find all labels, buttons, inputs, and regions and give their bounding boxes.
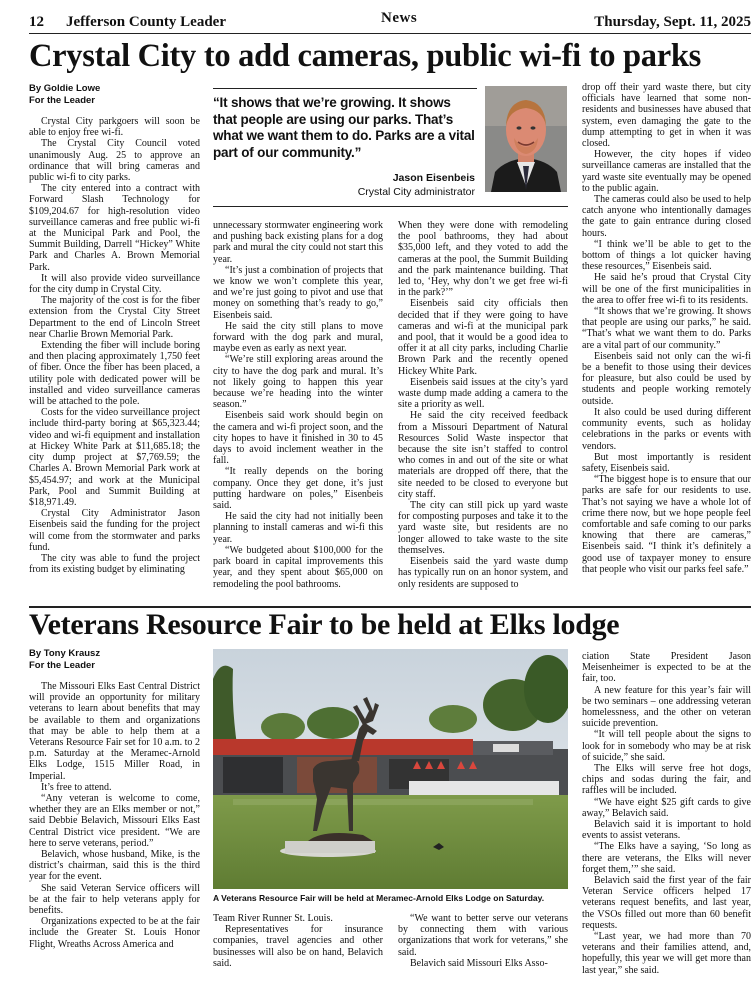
paragraph: He said the city had not initially been planning to install cameras and wi-fi this year.: [213, 511, 383, 545]
paragraph: “It’s just a combination of projects that we know we won’t complete this year, and we’re just going to pivot and use that money on something that’s ready to go,” Eisenbeis said.: [213, 264, 383, 321]
story2-byline: [29, 648, 100, 672]
pullquote-name: Jason Eisenbeis: [392, 172, 475, 184]
pullquote-text: “It shows that we’re growing. It shows that people are using our parks. That’s what we want them to do. Parks are a vital part of our community.”: [213, 95, 475, 160]
paragraph: “The Elks have a saying, ‘So long as there are veterans, the Elks will never forget them,’” she said.: [582, 841, 751, 875]
paragraph: Organizations expected to be at the fair include the Greater St. Louis Honor Flight, Wreaths Across America and: [29, 916, 200, 950]
paragraph: Extending the fiber will include boring and then placing approximately 1,750 feet of fiber. Once the fiber has been placed, a utility pole with dedicated power will be installed and video surveillance cameras will be attached to the pole.: [29, 340, 200, 408]
paragraph: The Elks will serve free hot dogs, chips and sodas during the fair, and raffles will be included.: [582, 763, 751, 797]
paragraph: “We want to better serve our veterans by connecting them with various organizations that work for veterans,” she said.: [398, 913, 568, 958]
story2-byline-name: By Tony Krausz: [29, 648, 101, 659]
story2-column-3: [398, 913, 568, 981]
paragraph: “The biggest hope is to ensure that our parks are safe for our residents to use. That’s not saying we have a whole lot of crime there now, but we hope people feel comfortable and safe coming to our parks knowing that there are cameras,” Eisenbeis said. “I think it’s definitely a good use of taxpayer money to ensure that people who visit our parks feel safe.”: [582, 474, 751, 575]
paragraph: “We’re still exploring areas around the city to have the dog park and mural. It’s not likely going to happen this year because we’re heading into the winter season.”: [213, 354, 383, 411]
paragraph: Costs for the video surveillance project include third-party boring at $65,323.44; video and wi-fi equipment and installation at Hickey White Park at $11,685.18; the city dump project at $7,769.59; the Charles A. Brown Memorial Park work at $5,454.97; and work at the Municipal Park, Pool and Summit Building at $18,971.49.: [29, 407, 200, 508]
paragraph: When they were done with remodeling the pool bathrooms, they had about $35,000 left, and they voted to add the cameras at the pool, the Summit Building and the park maintenance building. That led to, ‘Hey, why don’t we get free wi-fi in the park?’”: [398, 220, 568, 299]
pullquote-title: Crystal City administrator: [357, 186, 475, 198]
paragraph: “It shows that we’re growing. It shows that people are using our parks,” he said. “That’s what we want them to do. Parks are a vital part of our community.”: [582, 306, 751, 351]
paragraph: “It will tell people about the signs to look for in somebody who may be at risk of suicide,” she said.: [582, 729, 751, 763]
story1-headline: Crystal City to add cameras, public wi-fi to parks: [29, 38, 701, 74]
paragraph: Belavich, whose husband, Mike, is the district’s chairman, said this is the third year for the event.: [29, 849, 200, 883]
paragraph: It will also provide video surveillance for the city dump in Crystal City.: [29, 272, 200, 296]
paragraph: “We budgeted about $100,000 for the park board in capital improvements this year, and they spent about $65,000 on remodeling the pool bathrooms.: [213, 544, 383, 590]
headshot-photo: [485, 86, 567, 192]
paragraph: The city entered into a contract with Forward Slash Technology for $109,204.67 for high-resolution video surveillance cameras and free public wi-fi at the Municipal Park and Pool, the Summit Building, Darrell “Hickey” White Park and Charles A. Brown Memorial Park.: [29, 183, 200, 273]
story2-column-4: [582, 651, 751, 981]
paragraph: It’s free to attend.: [41, 781, 112, 793]
paragraph: Eisenbeis said city officials then decided that if they were going to have cameras and wi-fi at the municipal park and pool, that it would be a good idea to offer it at all city parks, including Charlie Brown Park and the recently opened Hickey White Park.: [398, 298, 568, 377]
paragraph: A new feature for this year’s fair will be two seminars – one addressing veteran homelessness, and the other on veteran suicide prevention.: [582, 684, 751, 730]
story1-column-2: [213, 220, 383, 602]
page-number: 12: [29, 14, 44, 30]
paragraph: The Crystal City Council voted unanimously Aug. 25 to approve an ordinance that will bring cameras and public wi-fi to city parks.: [29, 138, 200, 184]
paragraph: ciation State President Jason Meisenheimer is expected to be at the fair, too.: [582, 651, 751, 685]
story1-byline: [29, 83, 100, 107]
paragraph: Team River Runner St. Louis.: [213, 913, 333, 924]
pullquote-bottom-rule: [213, 206, 568, 207]
story1-byline-org: For the Leader: [29, 95, 95, 106]
page-header: [29, 12, 751, 34]
paragraph: Eisenbeis said the yard waste dump has typically run on an honor system, and only residents are supposed to: [398, 556, 568, 590]
story1-byline-name: By Goldie Lowe: [29, 83, 101, 94]
paragraph: Representatives for insurance companies, travel agencies and other businesses will also be on hand, Belavich said.: [213, 924, 383, 969]
paragraph: Crystal City Administrator Jason Eisenbeis said the funding for the project will come from the stormwater and parks fund.: [29, 508, 200, 553]
paragraph: Eisenbeis said work should begin on the camera and wi-fi project soon, and the city hopes to have it finished in 30 to 45 days to avoid inclement weather in the fall.: [213, 410, 383, 467]
paragraph: She said Veteran Service officers will be at the fair to help veterans apply for benefits.: [29, 882, 200, 917]
paragraph: It also could be used during different community events, such as holiday celebrations in the parks or events with vendors.: [582, 406, 751, 452]
paragraph: Eisenbeis said not only can the wi-fi be a benefit to those using their devices for pleasure, but also could be used by students and people working remotely outside.: [582, 350, 751, 407]
paragraph: The city was able to fund the project from its existing budget by eliminating: [29, 552, 200, 576]
photo-caption: A Veterans Resource Fair will be held at Meramec-Arnold Elks Lodge on Saturday.: [213, 893, 545, 903]
paragraph: drop off their yard waste there, but city officials have learned that some non-residents and businesses have abused that system, even damaging the gate to the dump attempting to get in when it was closed.: [582, 82, 751, 150]
elks-lodge-photo: [213, 649, 568, 889]
paragraph: “Any veteran is welcome to come, whether they are an Elks member or not,” said Debbie Belavich, Missouri Elks East Central District vice president. “We are here to serve veterans, period.”: [29, 793, 200, 849]
paragraph: Crystal City parkgoers will soon be able to enjoy free wi-fi.: [29, 116, 200, 139]
story2-column-1: [29, 681, 200, 981]
story2-headline: Veterans Resource Fair to be held at Elks lodge: [29, 608, 620, 641]
section-label: News: [381, 10, 418, 26]
paragraph: The cameras could also be used to help catch anyone who intentionally damages the gate to gain entrance during closed hours.: [582, 194, 751, 239]
publication-name: Jefferson County Leader: [66, 14, 226, 30]
story1-column-4: [582, 82, 751, 602]
pullquote-top-rule: [213, 88, 477, 89]
paragraph: He said the city received feedback from a Missouri Department of Natural Resources Solid Waste inspector that because the site isn’t staffed to control who comes in and out of the site or what materials are dropped off there, that the site needed to be closed to everyone but city staff.: [398, 410, 568, 500]
story1-column-3: [398, 220, 568, 602]
paragraph: The city can still pick up yard waste for composting purposes and take it to the yard waste site, but residents are no longer allowed to take waste to the site themselves.: [398, 500, 568, 556]
paragraph: Belavich said Missouri Elks Asso-: [410, 957, 548, 969]
paragraph: Belavich said it is important to hold events to assist veterans.: [582, 819, 751, 842]
paragraph: However, the city hopes if video surveillance cameras are installed that the yard waste site eventually may be opened to the public again.: [582, 149, 751, 194]
paragraph: unnecessary stormwater engineering work and pushing back existing plans for a dog park and mural the city could not start this year.: [213, 220, 383, 265]
paragraph: “We have eight $25 gift cards to give away,” Belavich said.: [582, 796, 751, 819]
story2-column-2: [213, 913, 383, 981]
paragraph: “It really depends on the boring company. Once they get done, it’s just putting hardware on poles,” Eisenbeis said.: [213, 466, 383, 512]
paragraph: He said the city still plans to move forward with the dog park and mural, maybe even as early as next year.: [213, 320, 383, 355]
story1-column-1: [29, 116, 200, 604]
issue-date: Thursday, Sept. 11, 2025: [594, 14, 751, 30]
paragraph: “Last year, we had more than 70 veterans and their families attend, and, hopefully, this year we will get more than last year,” she said.: [582, 931, 751, 976]
paragraph: But most importantly is resident safety, Eisenbeis said.: [582, 451, 751, 474]
paragraph: The majority of the cost is for the fiber extension from the Crystal City Street Department to the end of Lincoln Street near Charlie Brown Memorial Park.: [29, 295, 200, 340]
paragraph: “I think we’ll be able to get to the bottom of things a lot quicker having these resources,” Eisenbeis said.: [582, 238, 751, 273]
story2-byline-org: For the Leader: [29, 660, 95, 671]
paragraph: Eisenbeis said issues at the city’s yard waste dump made adding a camera to the site a priority as well.: [398, 376, 568, 411]
paragraph: He said he’s proud that Crystal City will be one of the first municipalities in the area to offer free wi-fi to its residents.: [582, 272, 751, 306]
paragraph: Belavich said the first year of the fair Veteran Service officers helped 17 veterans request benefits, and last year, the VSOs filled out more than 60 benefit requests.: [582, 875, 751, 931]
paragraph: The Missouri Elks East Central District will provide an opportunity for military veterans to learn about benefits that may be available to them and organizations that may be able to help them at a Veterans Resource Fair set for 10 a.m. to 2 p.m. Saturday at the Meramec-Arnold Elks Lodge, 1515 Miller Road, in Imperial.: [29, 681, 200, 782]
